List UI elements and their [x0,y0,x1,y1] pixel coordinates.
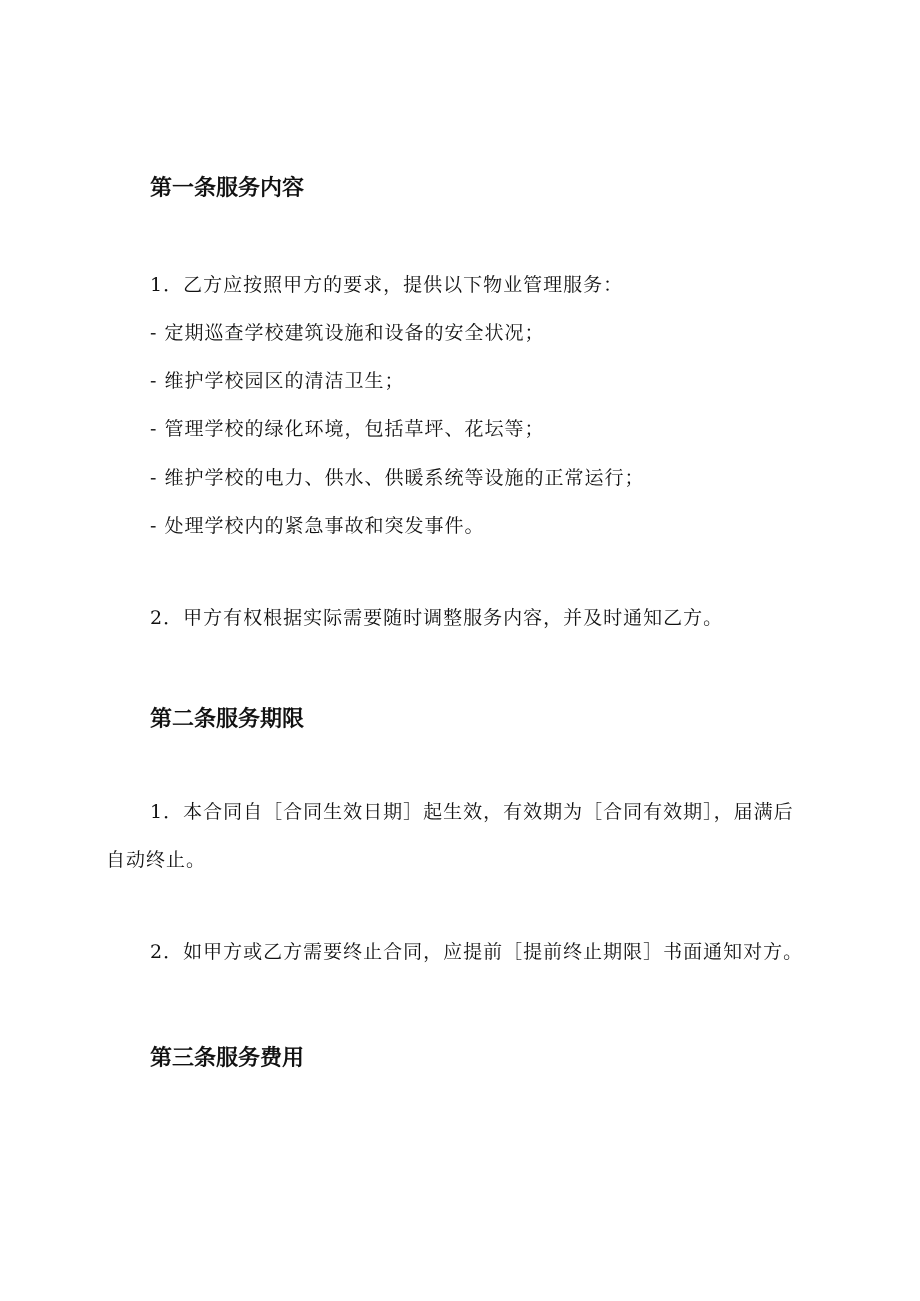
section-2-item-1-line-2: 自动终止。 [106,849,207,871]
section-1-bullet-5: - 处理学校内的紧急事故和突发事件。 [150,515,485,537]
section-2-heading: 第二条服务期限 [150,707,305,732]
section-1-bullet-4: - 维护学校的电力、供水、供暖系统等设施的正常运行； [150,467,645,489]
section-2-item-2: 2．如甲方或乙方需要终止合同，应提前［提前终止期限］书面通知对方。 [150,941,804,963]
section-1-heading: 第一条服务内容 [150,176,305,201]
section-1-bullet-1: - 定期巡查学校建筑设施和设备的安全状况； [150,322,545,344]
section-1-item-2: 2．甲方有权根据实际需要随时调整服务内容，并及时通知乙方。 [150,607,724,629]
section-1-bullet-2: - 维护学校园区的清洁卫生； [150,370,405,392]
section-3-heading: 第三条服务费用 [150,1046,305,1071]
section-1-item-1: 1．乙方应按照甲方的要求，提供以下物业管理服务： [150,274,624,296]
section-1-bullet-3: - 管理学校的绿化环境，包括草坪、花坛等； [150,418,545,440]
section-2-item-1-line-1: 1．本合同自［合同生效日期］起生效，有效期为［合同有效期］，届满后 [150,801,794,823]
